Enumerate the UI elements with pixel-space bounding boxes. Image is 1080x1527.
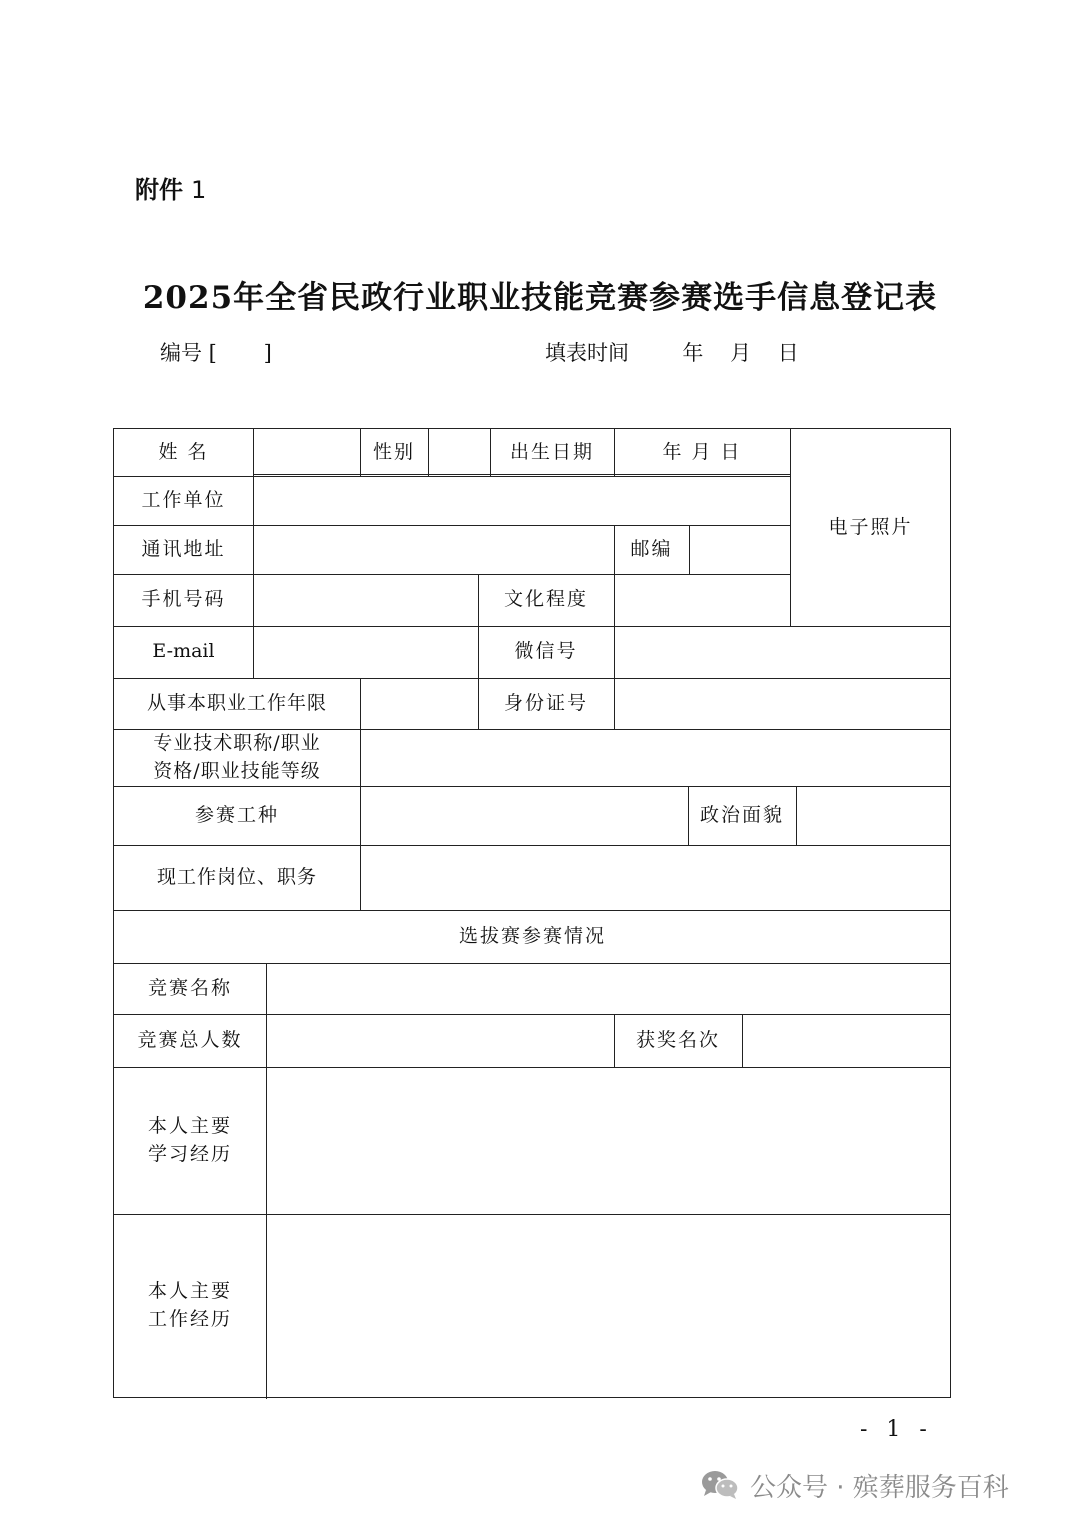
mobile-field[interactable]	[253, 574, 478, 626]
contest-total-field[interactable]	[266, 1014, 614, 1067]
mobile-label: 手机号码	[141, 588, 226, 611]
study-history-field[interactable]	[266, 1067, 951, 1214]
birth-date-field[interactable]: 年 月 日	[662, 440, 742, 463]
education-label: 文化程度	[503, 588, 588, 611]
document-title: 2025年全省民政行业职业技能竞赛参赛选手信息登记表	[142, 280, 938, 316]
political-status-field[interactable]	[796, 786, 951, 845]
work-history-line1: 本人主要	[147, 1279, 232, 1302]
professional-title-line2: 资格/职业技能等级	[153, 759, 321, 782]
work-history-field[interactable]	[266, 1214, 951, 1397]
name-label: 姓 名	[158, 440, 209, 463]
work-history-line2: 工作经历	[147, 1307, 232, 1330]
id-number-label: 身份证号	[503, 691, 588, 714]
name-field[interactable]	[253, 429, 360, 476]
gender-field[interactable]	[428, 429, 490, 476]
contest-name-field[interactable]	[266, 963, 951, 1014]
current-position-field[interactable]	[360, 845, 951, 910]
attachment-word: 附件	[135, 176, 183, 204]
work-history-label	[114, 1214, 266, 1397]
wechat-label: 微信号	[514, 640, 578, 663]
serial-number-label: 编号 [ ]	[160, 341, 272, 365]
email-label: E-mail	[152, 640, 215, 663]
study-history-line2: 学习经历	[147, 1142, 232, 1165]
watermark	[700, 1465, 1009, 1505]
professional-title-field[interactable]	[360, 729, 951, 786]
workplace-field[interactable]	[253, 476, 790, 525]
email-field[interactable]	[253, 626, 478, 678]
award-rank-label: 获奖名次	[635, 1028, 720, 1051]
postcode-field[interactable]	[689, 525, 790, 574]
workplace-label: 工作单位	[141, 488, 226, 511]
current-position-label: 现工作岗位、职务	[156, 865, 317, 888]
award-rank-field[interactable]	[742, 1014, 951, 1067]
political-status-label: 政治面貌	[699, 803, 784, 826]
contest-name-label: 竞赛名称	[147, 976, 232, 999]
fill-date-label: 填表时间 年 月 日	[545, 341, 799, 365]
attachment-label	[135, 170, 206, 205]
study-history-label	[114, 1067, 266, 1214]
registration-form	[113, 428, 951, 1398]
birth-date-label: 出生日期	[509, 440, 594, 463]
gender-label: 性别	[372, 440, 415, 463]
address-label: 通讯地址	[141, 537, 226, 560]
postcode-label: 邮编	[630, 537, 673, 560]
study-history-line1: 本人主要	[147, 1114, 232, 1137]
address-field[interactable]	[253, 525, 614, 574]
wechat-field[interactable]	[614, 626, 951, 678]
work-years-field[interactable]	[360, 678, 478, 729]
id-number-field[interactable]	[614, 678, 951, 729]
page-number: - 1 -	[860, 1417, 933, 1442]
photo-area[interactable]: 电子照片	[828, 515, 913, 538]
education-field[interactable]	[614, 574, 790, 626]
trade-label: 参赛工种	[194, 803, 279, 826]
watermark-text: 公众号 · 殡葬服务百科	[750, 1472, 1009, 1503]
trade-field[interactable]	[360, 786, 688, 845]
wechat-icon	[700, 1468, 740, 1502]
selection-section-heading: 选拔赛参赛情况	[458, 924, 606, 947]
professional-title-label	[114, 729, 360, 786]
contest-total-label: 竞赛总人数	[137, 1028, 243, 1051]
work-years-label: 从事本职业工作年限	[146, 691, 327, 714]
professional-title-line1: 专业技术职称/职业	[153, 731, 321, 754]
attachment-number: 1	[191, 176, 207, 204]
